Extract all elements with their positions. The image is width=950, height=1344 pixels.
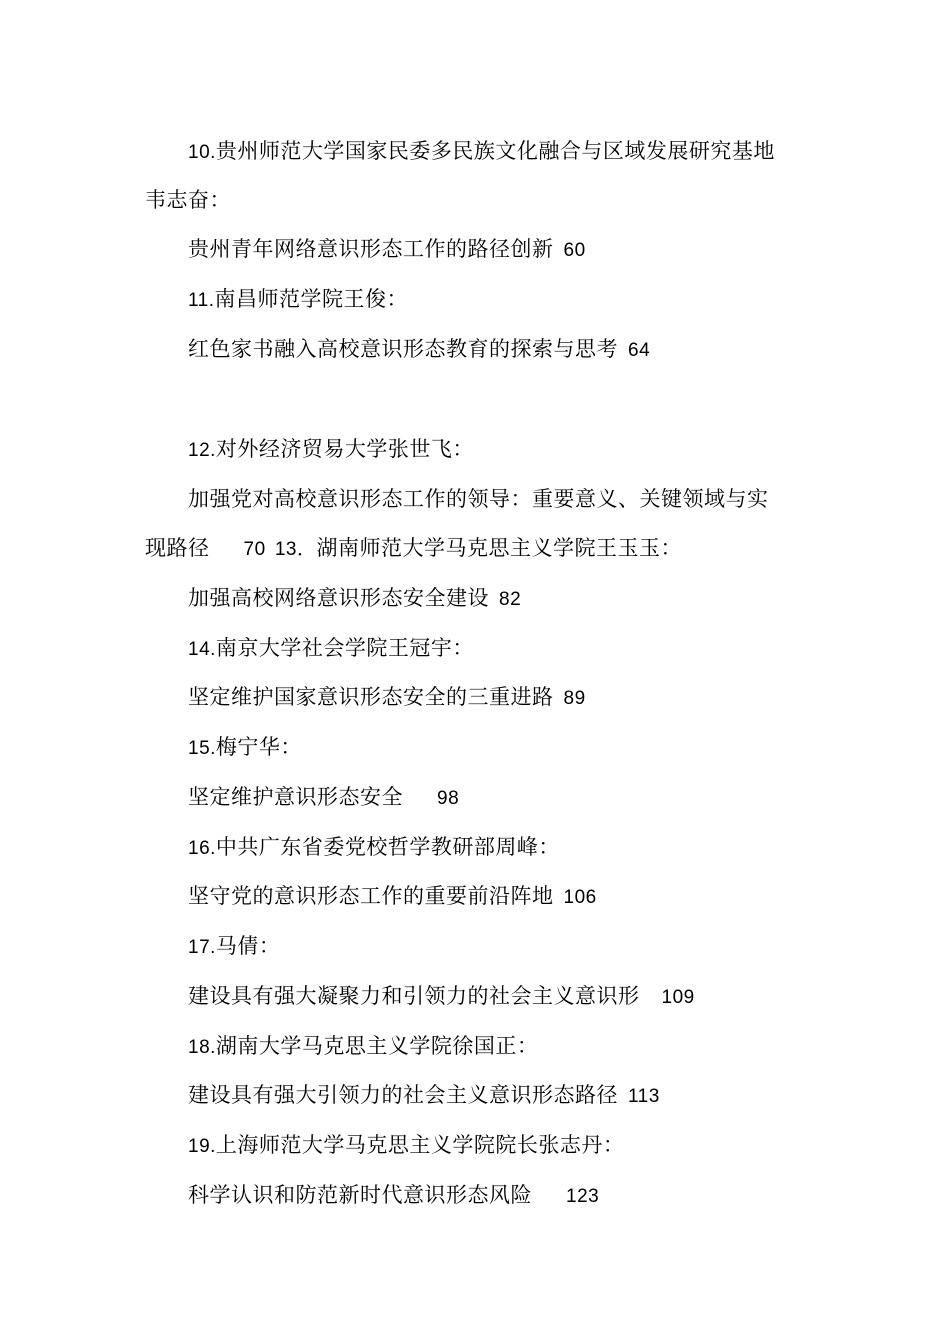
entry-title-line — [188, 583, 521, 615]
entry-author: 南京大学社会学院王冠宇： — [215, 636, 474, 660]
entry-author: 湖南大学马克思主义学院徐国正： — [215, 1034, 539, 1058]
entry-page-number: 70 — [243, 539, 266, 560]
entry-title: 红色家书融入高校意识形态教育的探索与思考 — [188, 337, 618, 361]
entry-author: 南昌师范学院王俊： — [214, 287, 409, 311]
entry-number: 13． — [274, 539, 317, 560]
entry-title: 加强党对高校意识形态工作的领导：重要意义、关键领域与实 — [188, 487, 769, 511]
entry-title: 建设具有强大引领力的社会主义意识形态路径 — [188, 1083, 618, 1107]
entry-heading — [188, 434, 474, 466]
entry-author: 对外经济贸易大学张世飞： — [215, 437, 474, 461]
entry-heading — [188, 284, 408, 316]
entry-title-line — [188, 682, 586, 714]
entry-author: 中共广东省委党校哲学教研部周峰： — [215, 835, 560, 859]
entry-heading — [188, 732, 302, 764]
entry-heading — [188, 931, 280, 963]
entry-page-number: 89 — [563, 688, 586, 709]
entry-page-number: 82 — [499, 589, 522, 610]
entry-page-number: 98 — [437, 788, 460, 809]
entry-author: 贵州师范大学国家民委多民族文化融合与区域发展研究基地 — [215, 139, 775, 163]
entry-number: 11. — [188, 290, 215, 311]
entry-title: 坚守党的意识形态工作的重要前沿阵地 — [188, 884, 554, 908]
entry-title: 坚定维护国家意识形态安全的三重进路 — [188, 685, 554, 709]
entry-title-line — [188, 1180, 599, 1212]
entry-heading-continued: 韦志奋： — [145, 188, 231, 212]
entry-title-line — [188, 981, 695, 1013]
entry-page-number: 64 — [628, 340, 651, 361]
entry-title: 坚定维护意识形态安全 — [188, 785, 403, 809]
entry-number: 12. — [188, 440, 216, 461]
entry-number: 16. — [188, 838, 216, 859]
entry-title-continued: 现路径 — [145, 536, 210, 560]
entry-page-number: 109 — [661, 987, 695, 1008]
entry-page-number: 106 — [563, 887, 597, 908]
entry-author: 上海师范大学马克思主义学院院长张志丹： — [215, 1133, 625, 1157]
entry-number: 18. — [188, 1037, 216, 1058]
entry-title-line — [188, 881, 597, 913]
entry-title: 贵州青年网络意识形态工作的路径创新 — [188, 237, 554, 261]
entry-title-line — [145, 533, 682, 565]
entry-heading — [188, 136, 775, 168]
entry-title: 科学认识和防范新时代意识形态风险 — [188, 1183, 532, 1207]
entry-heading — [188, 633, 474, 665]
entry-page-number: 60 — [563, 240, 586, 261]
entry-author: 梅宁华： — [215, 735, 302, 759]
entry-author: 马倩： — [215, 934, 281, 958]
entry-number: 17. — [188, 937, 216, 958]
entry-title: 建设具有强大凝聚力和引领力的社会主义意识形 — [188, 984, 640, 1008]
entry-title-line — [188, 334, 650, 366]
entry-page-number: 113 — [628, 1086, 660, 1107]
entry-number: 15. — [188, 738, 216, 759]
entry-title-line — [188, 782, 459, 814]
entry-number: 19. — [188, 1136, 216, 1157]
entry-heading — [188, 1031, 538, 1063]
entry-number: 14. — [188, 639, 216, 660]
entry-title: 加强高校网络意识形态安全建设 — [188, 586, 489, 610]
entry-heading — [188, 832, 560, 864]
entry-author: 湖南师范大学马克思主义学院王玉玉： — [316, 536, 682, 560]
entry-number: 10. — [188, 142, 216, 163]
entry-title-line — [188, 234, 586, 266]
entry-title-line — [188, 1080, 660, 1112]
entry-page-number: 123 — [566, 1186, 600, 1207]
entry-heading — [188, 1130, 624, 1162]
